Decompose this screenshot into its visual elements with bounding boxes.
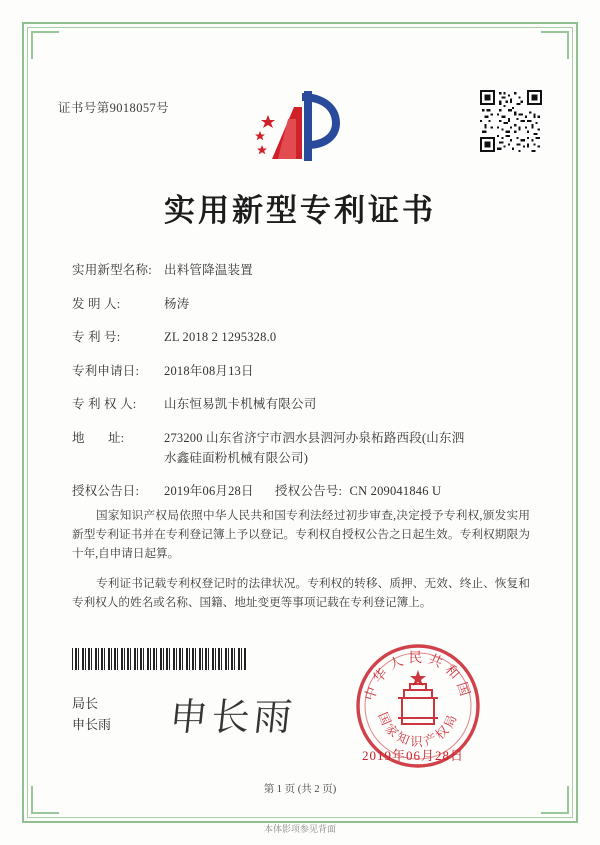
field-row-address — [72, 430, 532, 467]
field-row-inventor — [72, 296, 532, 313]
field-value: 2018年08月13日 — [164, 363, 254, 378]
director-name-label: 申长雨 — [72, 717, 112, 732]
handwritten-signature: 申长雨 — [167, 697, 298, 739]
field-row-utility-model-name — [72, 262, 532, 279]
cnipa-logo-icon — [252, 85, 348, 167]
field-label: 授权公告日: — [72, 484, 140, 498]
patent-fields — [72, 262, 532, 517]
qr-code-icon — [480, 90, 542, 152]
grant-date-value: 2019年06月28日 — [164, 484, 254, 498]
field-label: 实用新型名称: — [72, 263, 152, 277]
seal-date: 2019年06月28日 — [362, 748, 465, 763]
certificate-number: 证书号第9018057号 — [58, 101, 170, 115]
corner-ornament-top-left — [31, 31, 59, 59]
legal-text-block — [72, 506, 530, 623]
legal-paragraph-2: 专利证书记载专利权登记时的法律状况。专利权的转移、质押、无效、终止、恢复和专利权人的姓名或名称、国籍、地址变更等事项记载在专利登记簿上。 — [72, 577, 530, 609]
director-title-label: 局长 — [72, 696, 99, 711]
field-row-application-date — [72, 363, 532, 380]
field-value: 杨涛 — [164, 296, 190, 311]
grant-number-value: CN 209041846 U — [349, 484, 442, 498]
address-line-1: 273200 山东省济宁市泗水县泗河办泉柘路西段(山东泗 — [164, 430, 465, 445]
address-line-2: 水鑫硅面粉机械有限公司) — [164, 450, 309, 465]
svg-text:国家知识产权局: 国家知识产权局 — [375, 710, 461, 749]
field-label: 专利申请日: — [72, 363, 140, 378]
footer-note: 本体影项参见背面 — [263, 824, 336, 834]
field-label: 专 利 号: — [72, 330, 121, 344]
field-value: 山东恒易凯卡机械有限公司 — [164, 397, 317, 411]
corner-ornament-top-right — [541, 31, 569, 59]
field-value: 出料管降温装置 — [164, 263, 253, 277]
page-count: 第 1 页 (共 2 页) — [263, 784, 337, 795]
barcode — [72, 648, 247, 670]
legal-paragraph-1: 国家知识产权局依照中华人民共和国专利法经过初步审查,决定授予专利权,颁发实用新型专利证书并在专利登记簿上予以登记。专利权自授权公告之日起生效。专利权期限为十年,自申请日起算。 — [72, 509, 530, 560]
field-label: 发 明 人: — [72, 296, 121, 311]
svg-text:中华人民共和国: 中华人民共和国 — [361, 650, 475, 703]
field-value — [164, 430, 532, 467]
field-row-grant-announcement — [72, 483, 532, 500]
field-row-patentee — [72, 396, 532, 413]
page-title: 实用新型专利证书 — [164, 193, 436, 228]
field-label: 专 利 权 人: — [72, 397, 137, 411]
field-label: 地 址: — [72, 430, 125, 445]
field-value — [164, 483, 532, 500]
director-labels — [72, 693, 111, 735]
grant-number-label: 授权公告号: — [275, 484, 343, 498]
field-row-patent-number — [72, 329, 532, 346]
field-value: ZL 2018 2 1295328.0 — [164, 330, 277, 344]
